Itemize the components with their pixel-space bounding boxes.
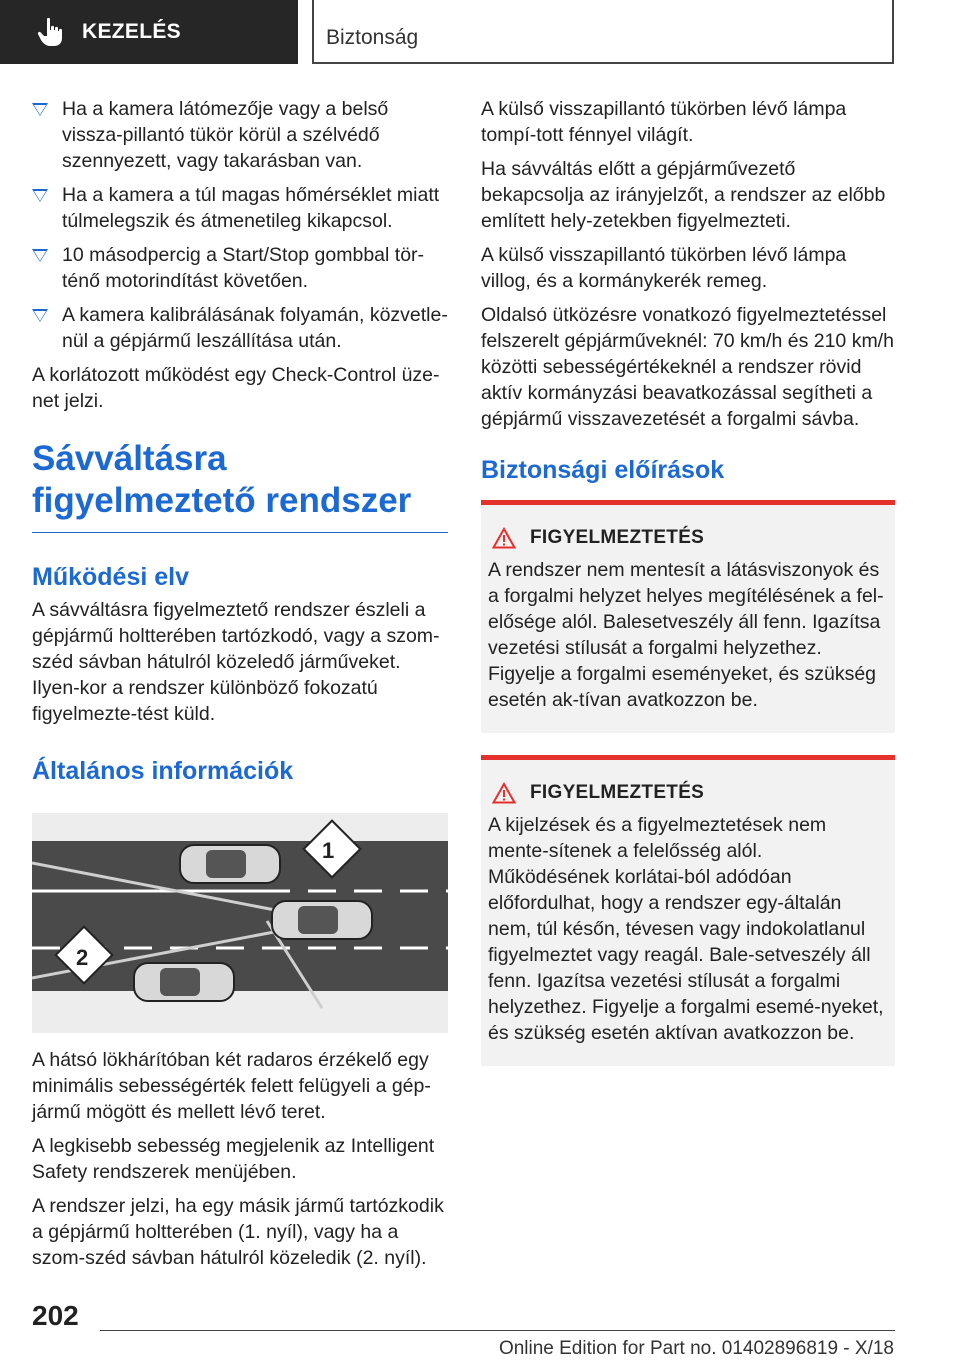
road-diagram bbox=[32, 813, 448, 1033]
side-collision-text: Oldalsó ütközésre vonatkozó figyelmeztetéssel felszerelt gépjárműveknél: 70 km/h és 210 km/h közötti sebességértékeknél a rendszer rövid aktív kormányzási beavatkozással segítheti a gépjármű visszavezetését a forgalmi sávba. bbox=[481, 304, 894, 430]
warning-header bbox=[488, 780, 887, 806]
list-item bbox=[32, 182, 448, 234]
check-control-note: A korlátozott működést egy Check-Control üze-net jelzi. bbox=[32, 364, 440, 412]
list-item bbox=[32, 302, 448, 354]
operating-principle-text: A sávváltásra figyelmeztető rendszer észleli a gépjármű holtterében tartózkodó, vagy a szom-széd sávban hátulról közeledő járműveket. Ilyen-kor a rendszer különböző fokozatú figyelmezte-tést küld. bbox=[32, 599, 440, 725]
warning-title: FIGYELMEZTETÉS bbox=[530, 782, 705, 803]
warning-title: FIGYELMEZTETÉS bbox=[530, 527, 705, 548]
list-item bbox=[32, 96, 448, 174]
hand-pointer-icon bbox=[34, 15, 68, 49]
subheading-general-info: Általános információk bbox=[32, 757, 294, 785]
car-blind-spot bbox=[180, 845, 280, 883]
turn-signal-text: Ha sávváltás előtt a gépjárművezető bekapcsolja az irányjelzőt, a rendszer az előbb említett hely-zetekben figyelmezteti. bbox=[481, 158, 886, 232]
warning-triangle-icon bbox=[492, 782, 516, 804]
list-item-text: Ha a kamera a túl magas hőmérséklet miatt túlmelegszik és átmenetileg kikapcsol. bbox=[62, 184, 440, 232]
arrow-1-label: 1 bbox=[322, 838, 335, 863]
right-column bbox=[481, 96, 895, 1082]
left-column bbox=[32, 96, 448, 1279]
warning-triangle-icon bbox=[492, 527, 516, 549]
lane-change-illustration bbox=[32, 813, 448, 1033]
warning-header bbox=[488, 525, 887, 551]
section-header bbox=[312, 0, 894, 64]
arrow-2-label: 2 bbox=[76, 945, 89, 970]
mirror-lamp-dim-text: A külső visszapillantó tükörben lévő lámpa tompí-tott fénnyel világít. bbox=[481, 98, 847, 146]
signal-text: A rendszer jelzi, ha egy másik jármű tartózkodik a gépjármű holtterében (1. nyíl), vagy ha a szom-széd sávban hátulról közeledik (2. nyíl). bbox=[32, 1195, 444, 1269]
list-item-text: Ha a kamera látómezője vagy a belső vissza-pillantó tükör körül a szélvédő szennyezett, vagy takarásban van. bbox=[62, 98, 389, 172]
subheading-operating-principle: Működési elv bbox=[32, 563, 189, 591]
list-item-text: 10 másodpercig a Start/Stop gombbal tör-ténő motorindítást követően. bbox=[62, 244, 425, 292]
car-approaching bbox=[134, 963, 234, 1001]
chapter-tab[interactable] bbox=[0, 0, 298, 64]
warning-box bbox=[481, 755, 895, 1066]
car-own bbox=[272, 901, 372, 939]
list-item-text: A kamera kalibrálásának folyamán, közvetle-nül a gépjármű leszállítása után. bbox=[62, 304, 448, 352]
warning-text: A kijelzések és a figyelmeztetések nem mente-sítenek a felelősség alól. Működésének korlátai-ból adódóan előfordulhat, hogy a rendszer egy-általán nem, túl későn, tévesen vagy indokolatlanul figyelmeztet vagy reagál. Bale-setveszély áll fenn. Igazítsa vezetési stílusát a forgalmi helyzethez. Figyelje a forgalmi esemé-nyeket, és szükség esetén aktívan avatkozzon be. bbox=[488, 814, 884, 1044]
warning-box bbox=[481, 500, 895, 733]
mirror-lamp-flash-text: A külső visszapillantó tükörben lévő lámpa villog, és a kormánykerék remeg. bbox=[481, 244, 847, 292]
min-speed-text: A legkisebb sebesség megjelenik az Intelligent Safety rendszerek menüjében. bbox=[32, 1135, 435, 1183]
radar-text: A hátsó lökhárítóban két radaros érzékelő egy minimális sebességérték felett felügyeli a gép-jármű mögött és mellett lévő teret. bbox=[32, 1049, 431, 1123]
safety-heading: Biztonsági előírások bbox=[481, 456, 725, 484]
limitation-list bbox=[32, 96, 448, 354]
warning-text: A rendszer nem mentesít a látásviszonyok és a forgalmi helyzet helyes megítélésének a fel-elősége alól. Balesetveszély áll fenn. Igazítsa vezetési stílusát a forgalmi helyzethez. Figyelje a forgalmi eseményeket, és szükség esetén ak-tívan avatkozzon be. bbox=[488, 559, 884, 711]
chapter-tab-label: KEZELÉS bbox=[82, 20, 181, 43]
list-item bbox=[32, 242, 448, 294]
footer-divider bbox=[100, 1330, 895, 1331]
page-number: 202 bbox=[32, 1300, 79, 1331]
page-title: Sávváltásra figyelmeztető rendszer bbox=[32, 438, 448, 533]
section-header-label: Biztonság bbox=[326, 26, 419, 49]
edition-note: Online Edition for Part no. 01402896819 - X/18 bbox=[498, 1338, 894, 1359]
